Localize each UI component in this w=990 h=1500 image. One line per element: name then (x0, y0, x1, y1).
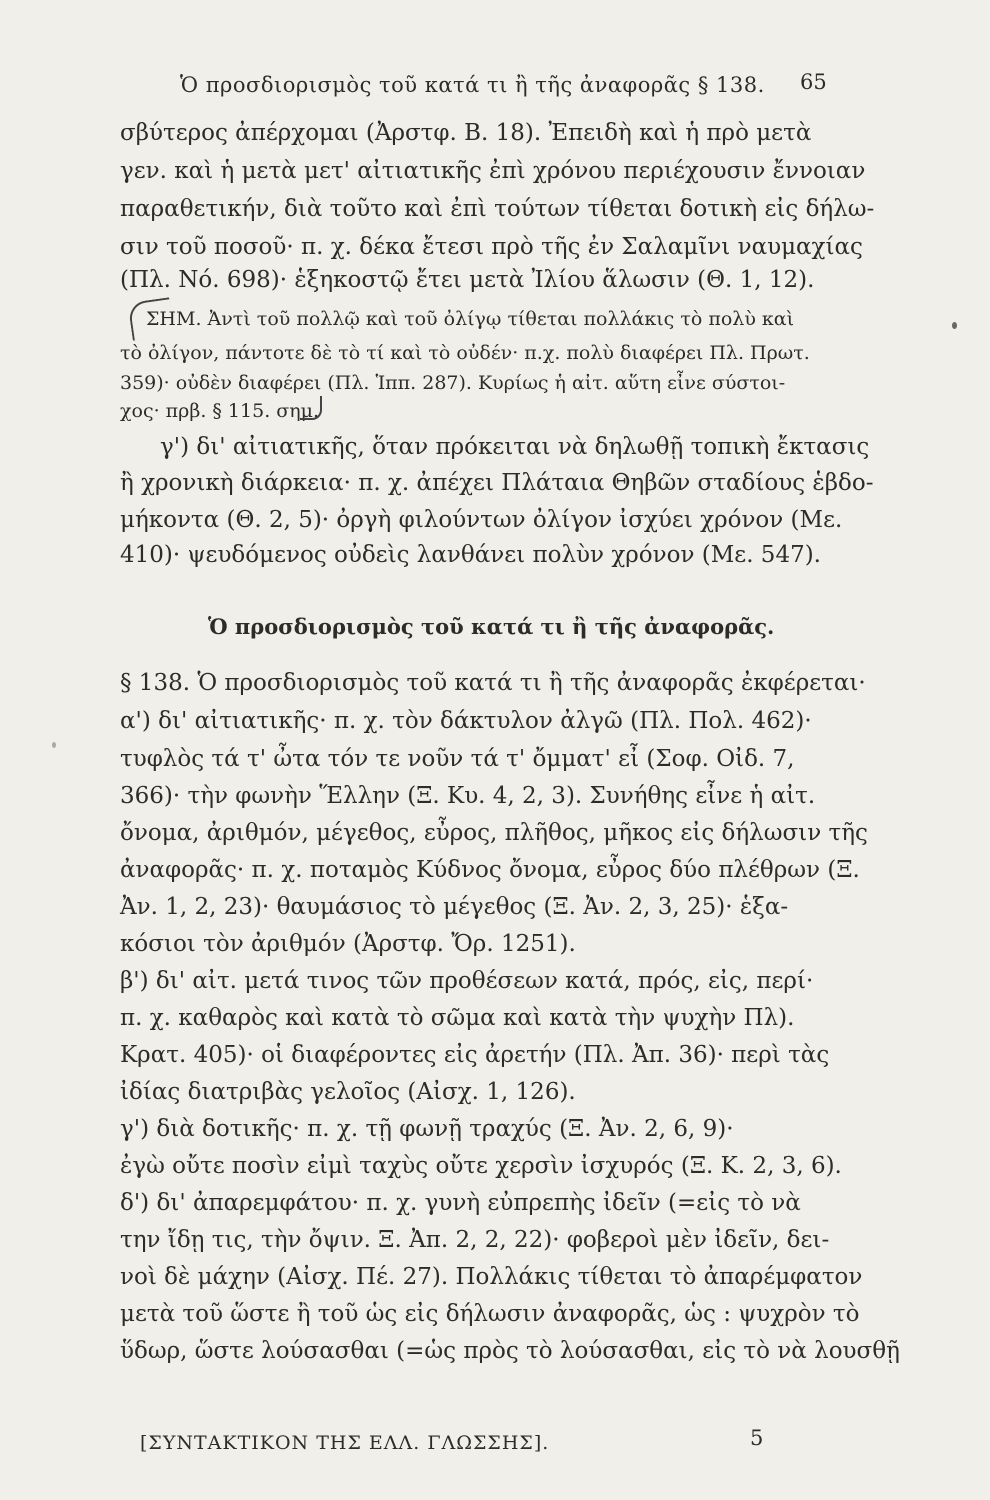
note-line: ΣΗΜ. Ἀντὶ τοῦ πολλῷ καὶ τοῦ ὀλίγῳ τίθεται πολλάκις τὸ πολὺ καὶ (146, 308, 795, 330)
handwritten-bracket-close (300, 396, 322, 420)
body-line: § 138. Ὁ προσδιορισμὸς τοῦ κατά τι ἢ τῆς ἀναφορᾶς ἐκφέρεται· (120, 670, 866, 696)
body-line: σβύτερος ἀπέρχομαι (Ἀρστφ. Β. 18). Ἐπειδὴ καὶ ἡ πρὸ μετὰ (120, 120, 812, 146)
section-heading: Ὁ προσδιορισμὸς τοῦ κατά τι ἢ τῆς ἀναφορᾶς. (208, 614, 775, 639)
body-line: ὄνομα, ἀριθμόν, μέγεθος, εὖρος, πλῆθος, μῆκος εἰς δήλωσιν τῆς (120, 820, 868, 846)
note-line: τὸ ὀλίγον, πάντοτε δὲ τὸ τί καὶ τὸ οὐδέν· π.χ. πολὺ διαφέρει Πλ. Πρωτ. (120, 342, 810, 364)
body-line: μήκοντα (Θ. 2, 5)· ὀργὴ φιλούντων ὀλίγον ἰσχύει χρόνον (Με. (120, 507, 843, 533)
ink-speck (52, 742, 56, 748)
body-line: τυφλὸς τά τ' ὦτα τόν τε νοῦν τά τ' ὄμματ' εἶ (Σοφ. Οἰδ. 7, (120, 746, 795, 772)
body-line: Ἀν. 1, 2, 23)· θαυμάσιος τὸ μέγεθος (Ξ. Ἀν. 2, 3, 25)· ἑξα- (120, 894, 789, 920)
signature-number: 5 (750, 1426, 764, 1450)
body-line: π. χ. καθαρὸς καὶ κατὰ τὸ σῶμα καὶ κατὰ τὴν ψυχὴν Πλ). (120, 1005, 795, 1031)
body-line: Κρατ. 405)· οἱ διαφέροντες εἰς ἀρετήν (Πλ. Ἀπ. 36)· περὶ τὰς (120, 1042, 830, 1068)
note-line: χος· πρβ. § 115. σημ. (120, 400, 320, 422)
body-line: (Πλ. Νό. 698)· ἑξηκοστῷ ἔτει μετὰ Ἰλίου ἅλωσιν (Θ. 1, 12). (120, 267, 815, 293)
body-line: ἐγὼ οὔτε ποσὶν εἰμὶ ταχὺς οὔτε χερσὶν ἰσχυρός (Ξ. Κ. 2, 3, 6). (120, 1153, 842, 1179)
body-line: παραθετικήν, διὰ τοῦτο καὶ ἐπὶ τούτων τίθεται δοτικὴ εἰς δήλω- (120, 196, 875, 222)
body-line: ἰδίας διατριβὰς γελοῖος (Αἰσχ. 1, 126). (120, 1079, 576, 1105)
body-line: ὕδωρ, ὥστε λούσασθαι (=ὡς πρὸς τὸ λούσασθαι, εἰς τὸ νὰ λουσθῇ (120, 1338, 900, 1364)
ink-speck (952, 322, 957, 329)
body-line: ἢ χρονικὴ διάρκεια· π. χ. ἀπέχει Πλάταια Θηβῶν σταδίους ἑβδο- (120, 470, 874, 496)
body-line: α') δι' αἰτιατικῆς· π. χ. τὸν δάκτυλον ἀλγῶ (Πλ. Πολ. 462)· (120, 708, 812, 734)
signature-mark: [ΣΥΝΤΑΚΤΙΚΟΝ ΤΗΣ ΕΛΛ. ΓΛΩΣΣΗΣ]. (140, 1432, 550, 1454)
body-line: β') δι' αἰτ. μετά τινος τῶν προθέσεων κατά, πρός, εἰς, περί· (120, 968, 814, 994)
body-line: δ') δι' ἀπαρεμφάτου· π. χ. γυνὴ εὐπρεπὴς ἰδεῖν (=εἰς τὸ νὰ (120, 1190, 801, 1216)
body-line: την ἴδῃ τις, τὴν ὄψιν. Ξ. Ἀπ. 2, 2, 22)· φοβεροὶ μὲν ἰδεῖν, δει- (120, 1227, 830, 1253)
body-line: γεν. καὶ ἡ μετὰ μετ' αἰτιατικῆς ἐπὶ χρόνου περιέχουσιν ἔννοιαν (120, 158, 866, 184)
body-line: 366)· τὴν φωνὴν Ἕλλην (Ξ. Κυ. 4, 2, 3). Συνήθης εἶνε ἡ αἰτ. (120, 783, 816, 809)
body-line: κόσιοι τὸν ἀριθμόν (Ἀρστφ. Ὄρ. 1251). (120, 931, 576, 957)
body-line: μετὰ τοῦ ὥστε ἢ τοῦ ὡς εἰς δήλωσιν ἀναφορᾶς, ὡς : ψυχρὸν τὸ (120, 1301, 860, 1327)
note-line: 359)· οὐδὲν διαφέρει (Πλ. Ἱππ. 287). Κυρίως ἡ αἰτ. αὕτη εἶνε σύστοι- (120, 372, 786, 394)
body-line: γ') διὰ δοτικῆς· π. χ. τῇ φωνῇ τραχύς (Ξ. Ἀν. 2, 6, 9)· (120, 1116, 734, 1142)
body-line: νοὶ δὲ μάχην (Αἰσχ. Πέ. 27). Πολλάκις τίθεται τὸ ἀπαρέμφατον (120, 1264, 863, 1290)
body-line: γ') δι' αἰτιατικῆς, ὅταν πρόκειται νὰ δηλωθῇ τοπικὴ ἔκτασις (160, 434, 870, 460)
running-header: Ὁ προσδιορισμὸς τοῦ κατά τι ἢ τῆς ἀναφορᾶς § 138. (180, 73, 765, 97)
body-line: ἀναφορᾶς· π. χ. ποταμὸς Κύδνος ὄνομα, εὖρος δύο πλέθρων (Ξ. (120, 857, 860, 883)
page-number: 65 (800, 70, 827, 94)
body-line: σιν τοῦ ποσοῦ· π. χ. δέκα ἔτεσι πρὸ τῆς ἐν Σαλαμῖνι ναυμαχίας (120, 234, 863, 260)
body-line: 410)· ψευδόμενος οὐδεὶς λανθάνει πολὺν χρόνον (Με. 547). (120, 542, 821, 568)
